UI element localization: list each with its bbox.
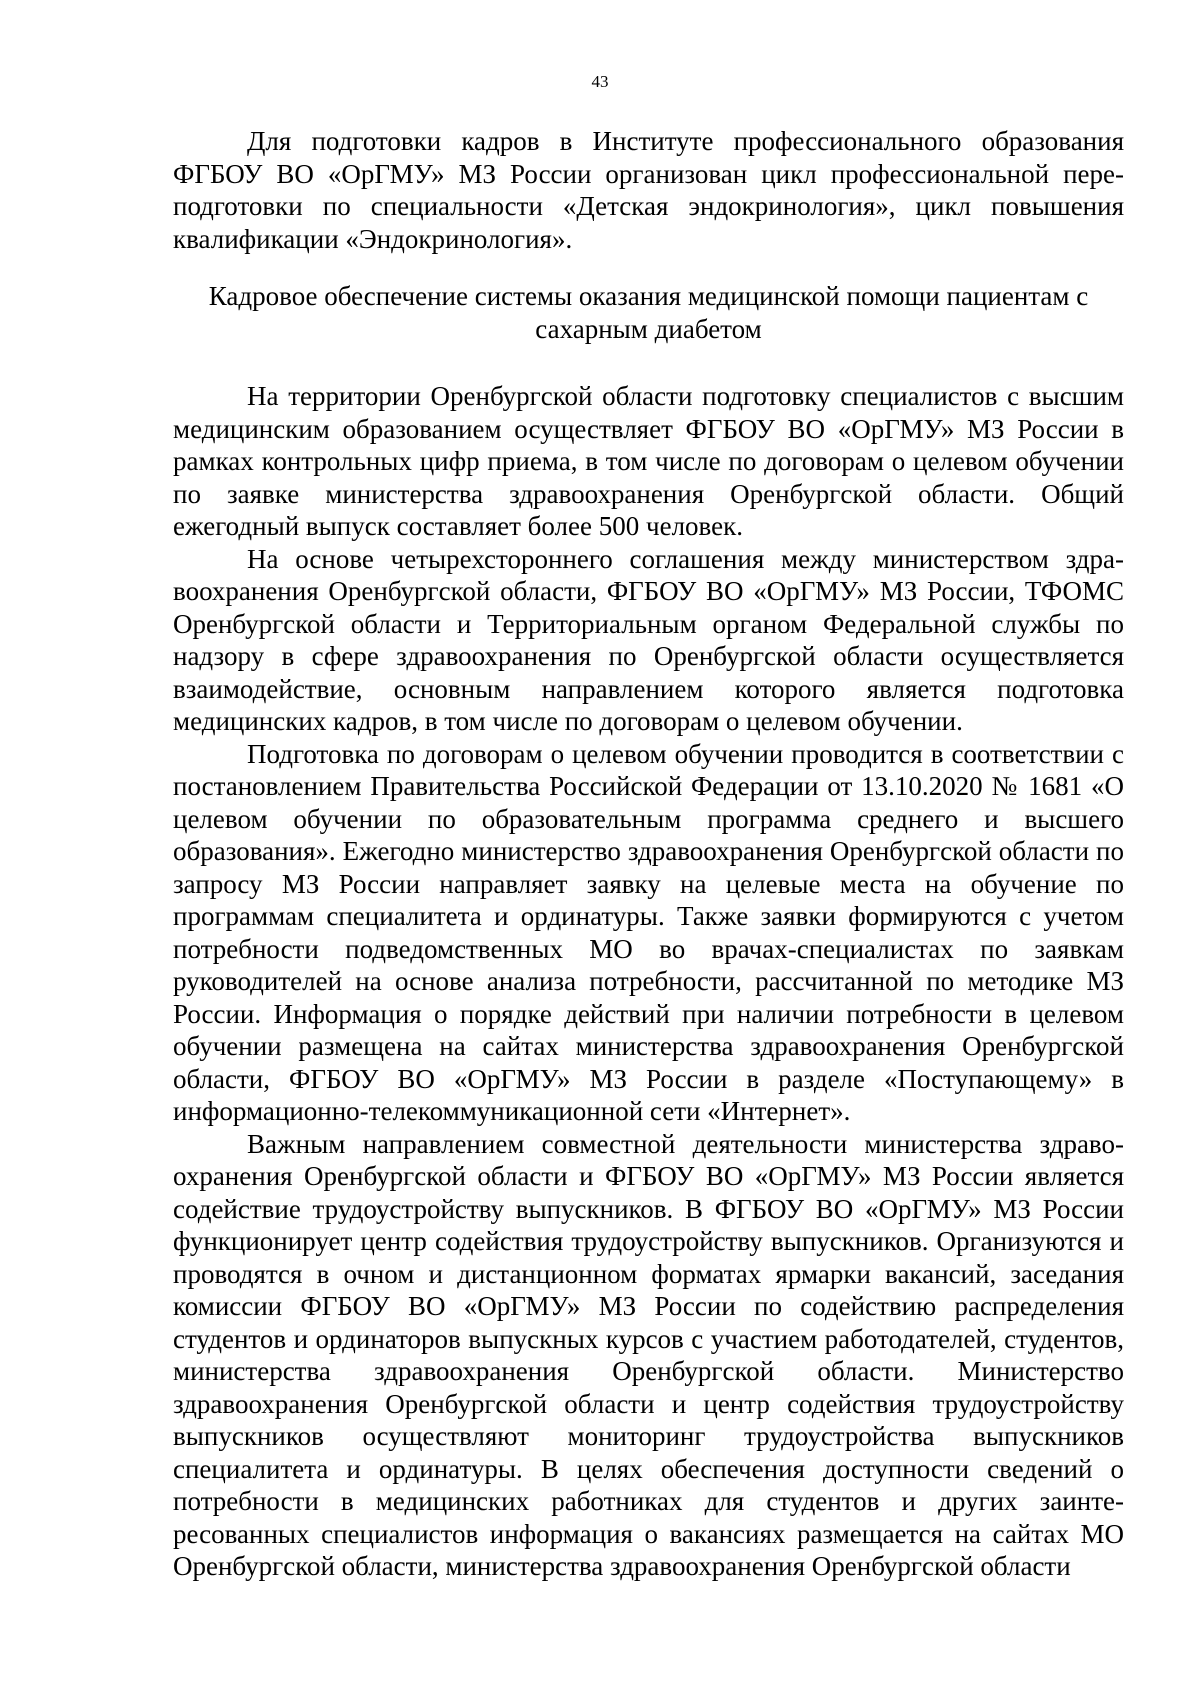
section-heading: Кадровое обеспечение системы оказания медицинской помощи пациентам с сахарным диабетом xyxy=(208,281,1089,344)
body-paragraph-2: На основе четырехстороннего соглашения между министерством здравоохранения Оренбургской области, ФГБОУ ВО «ОрГМУ» МЗ России, ТФОМС Оренбургской области и Территориальным органом Федеральной службы по надзору в сфере здравоохранения по Оренбургской области осуществляется взаимодействие, основным направлением которого является подготовка медицинских кадров, в том числе по договорам о целевом обучении. xyxy=(173,543,1124,736)
body-paragraph-4: Важным направлением совместной деятельности министерства здравоохранения Оренбургской области и ФГБОУ ВО «ОрГМУ» МЗ России является содействие трудоустройству выпускников. В ФГБОУ ВО «ОрГМУ» МЗ России функционирует центр содействия трудоустройству выпускников. Организуются и проводятся в очном и дистанционном форматах ярмарки вакансий, заседания комиссии ФГБОУ ВО «ОрГМУ» МЗ России по содействию распределения студентов и ординаторов выпускных курсов с участием работодателей, студентов, министерства здравоохранения Оренбургской области. Министерство здравоохранения Оренбургской области и центр содействия трудоустройству выпускников осуществляют мониторинг трудоустройства выпускников специалитета и ординатуры. В целях обеспечения доступности сведений о потребности в медицинских работниках для студентов и других заинтересованных специалистов информация о вакансиях размещается на сайтах МО Оренбургской области, министерства здравоохранения Оренбургской области xyxy=(173,1128,1124,1581)
body-paragraph-1: На территории Оренбургской области подготовку специалистов с высшим медицинским образованием осуществляет ФГБОУ ВО «ОрГМУ» МЗ России в рамках контрольных цифр приема, в том числе по договорам о целевом обучении по заявке министерства здравоохранения Оренбургской области. Общий ежегодный выпуск составляет более 500 человек. xyxy=(173,381,1124,541)
intro-block xyxy=(173,125,1124,255)
body-paragraph-3: Подготовка по договорам о целевом обучении проводится в соответствии с постановлением Правительства Российской Федерации от 13.10.2020 № 1681 «О целевом обучении по образовательным программа среднего и высшего образования». Ежегодно министерство здравоохранения Оренбургской области по запросу МЗ России направляет заявку на целевые места на обучение по программам специалитета и ординатуры. Также заявки формируются с учетом потребности подведомственных МО во врачах-специалистах по заявкам руководителей на основе анализа потребности, рассчитанной по методике МЗ России. Информация о порядке действий при наличии потребности в целевом обучении размещена на сайтах министерства здравоохранения Оренбургской области, ФГБОУ ВО «ОрГМУ» МЗ России в разделе «Поступающему» в информационно-телекоммуникационной сети «Интернет». xyxy=(173,738,1124,1126)
section-body xyxy=(173,380,1124,1583)
page-number: 43 xyxy=(591,72,609,91)
intro-paragraph: Для подготовки кадров в Институте профессионального образования ФГБОУ ВО «ОрГМУ» МЗ России организован цикл профессиональной переподготовки по специальности «Детская эндокринология», цикл повышения квалификации «Эндокринология». xyxy=(173,126,1124,254)
